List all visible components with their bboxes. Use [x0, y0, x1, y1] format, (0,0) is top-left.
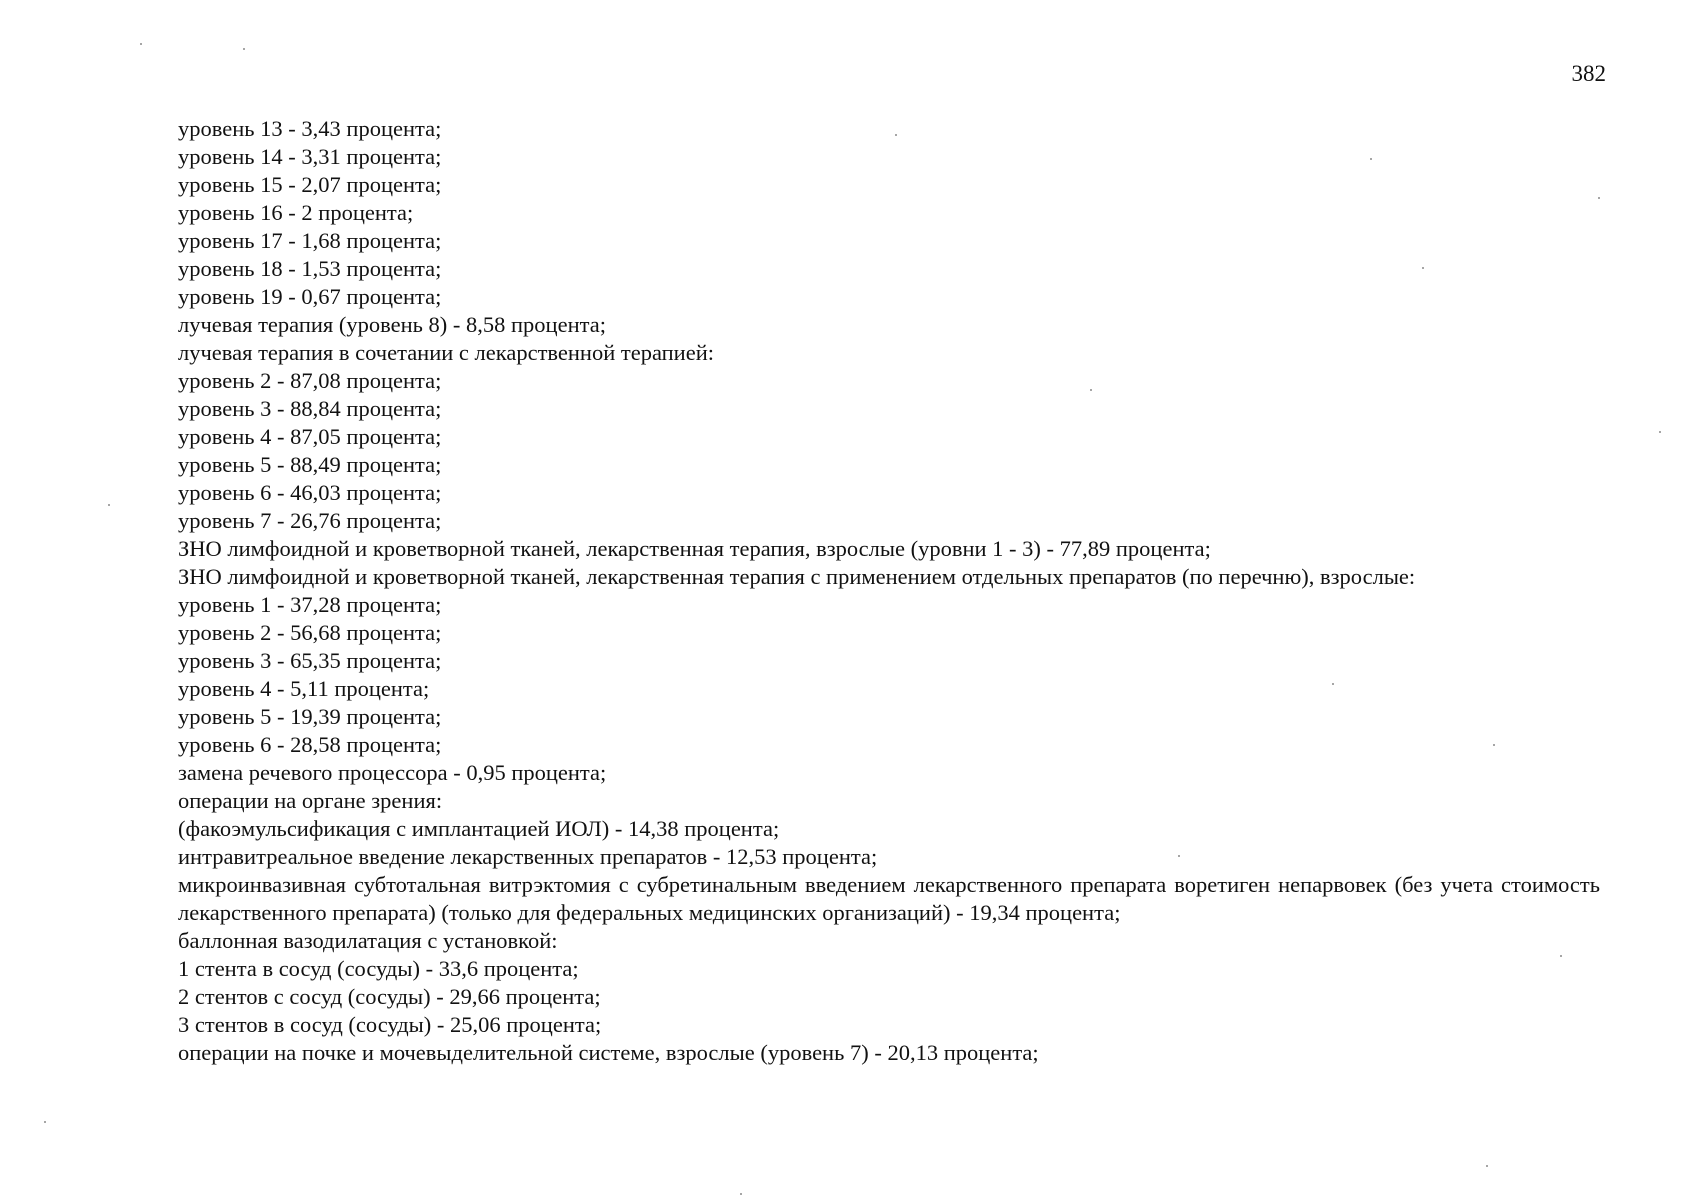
scan-speck	[895, 134, 897, 136]
text-line: операции на почке и мочевыделительной системе, взрослые (уровень 7) - 20,13 процента;	[178, 1040, 1039, 1065]
text-line: уровень 3 - 65,35 процента;	[178, 648, 442, 673]
text-line: ЗНО лимфоидной и кроветворной тканей, лекарственная терапия с применением отдельных препаратов (по перечню), взрослые:	[178, 564, 1416, 589]
text-paragraph: микроинвазивная субтотальная витрэктомия с субретинальным введением лекарственного препарата воретиген непарвовек (без учета стоимость лекарственного препарата) (только для федеральных медицинских организаций) - 19,34 процента;	[178, 872, 1600, 925]
text-line: уровень 6 - 46,03 процента;	[178, 480, 442, 505]
text-line: уровень 2 - 56,68 процента;	[178, 620, 442, 645]
text-line: 2 стентов с сосуд (сосуды) - 29,66 процента;	[178, 984, 601, 1009]
scan-speck	[1370, 158, 1372, 160]
text-line: лучевая терапия (уровень 8) - 8,58 процента;	[178, 312, 606, 337]
text-line: замена речевого процессора - 0,95 процента;	[178, 760, 607, 785]
scan-speck	[1486, 1165, 1488, 1167]
text-line: ЗНО лимфоидной и кроветворной тканей, лекарственная терапия, взрослые (уровни 1 - 3) - 77,89 процента;	[178, 536, 1211, 561]
text-line: уровень 19 - 0,67 процента;	[178, 284, 442, 309]
text-line: уровень 17 - 1,68 процента;	[178, 228, 442, 253]
text-line: уровень 16 - 2 процента;	[178, 200, 414, 225]
scan-speck	[1332, 683, 1334, 685]
text-line: уровень 4 - 5,11 процента;	[178, 676, 430, 701]
text-line: уровень 4 - 87,05 процента;	[178, 424, 442, 449]
text-line: (факоэмульсификация с имплантацией ИОЛ) - 14,38 процента;	[178, 816, 780, 841]
text-line: лучевая терапия в сочетании с лекарственной терапией:	[178, 340, 715, 365]
scan-speck	[740, 1193, 742, 1195]
text-line: уровень 6 - 28,58 процента;	[178, 732, 442, 757]
text-line: уровень 18 - 1,53 процента;	[178, 256, 442, 281]
text-line: баллонная вазодилатация с установкой:	[178, 928, 558, 953]
text-line: 1 стента в сосуд (сосуды) - 33,6 процента;	[178, 956, 579, 981]
scan-speck	[1178, 855, 1180, 857]
text-line: 3 стентов в сосуд (сосуды) - 25,06 процента;	[178, 1012, 602, 1037]
text-line: интравитреальное введение лекарственных препаратов - 12,53 процента;	[178, 844, 878, 869]
page-number: 382	[1571, 61, 1606, 86]
text-line: операции на органе зрения:	[178, 788, 443, 813]
text-line: уровень 3 - 88,84 процента;	[178, 396, 442, 421]
scan-speck	[1493, 744, 1495, 746]
scan-speck	[44, 1121, 46, 1123]
text-line: уровень 5 - 88,49 процента;	[178, 452, 442, 477]
text-line: уровень 13 - 3,43 процента;	[178, 116, 442, 141]
text-line: уровень 2 - 87,08 процента;	[178, 368, 442, 393]
text-line: уровень 15 - 2,07 процента;	[178, 172, 442, 197]
text-line: уровень 14 - 3,31 процента;	[178, 144, 442, 169]
text-line: уровень 5 - 19,39 процента;	[178, 704, 442, 729]
scan-speck	[1090, 389, 1092, 391]
scan-speck	[108, 504, 110, 506]
scan-speck	[243, 48, 245, 50]
text-line: уровень 1 - 37,28 процента;	[178, 592, 442, 617]
text-line: уровень 7 - 26,76 процента;	[178, 508, 442, 533]
scan-speck	[1598, 197, 1600, 199]
scan-speck	[1659, 431, 1661, 433]
scan-speck	[1422, 267, 1424, 269]
scan-speck	[1560, 955, 1562, 957]
document-body	[178, 115, 1600, 1067]
scan-speck	[140, 43, 142, 45]
